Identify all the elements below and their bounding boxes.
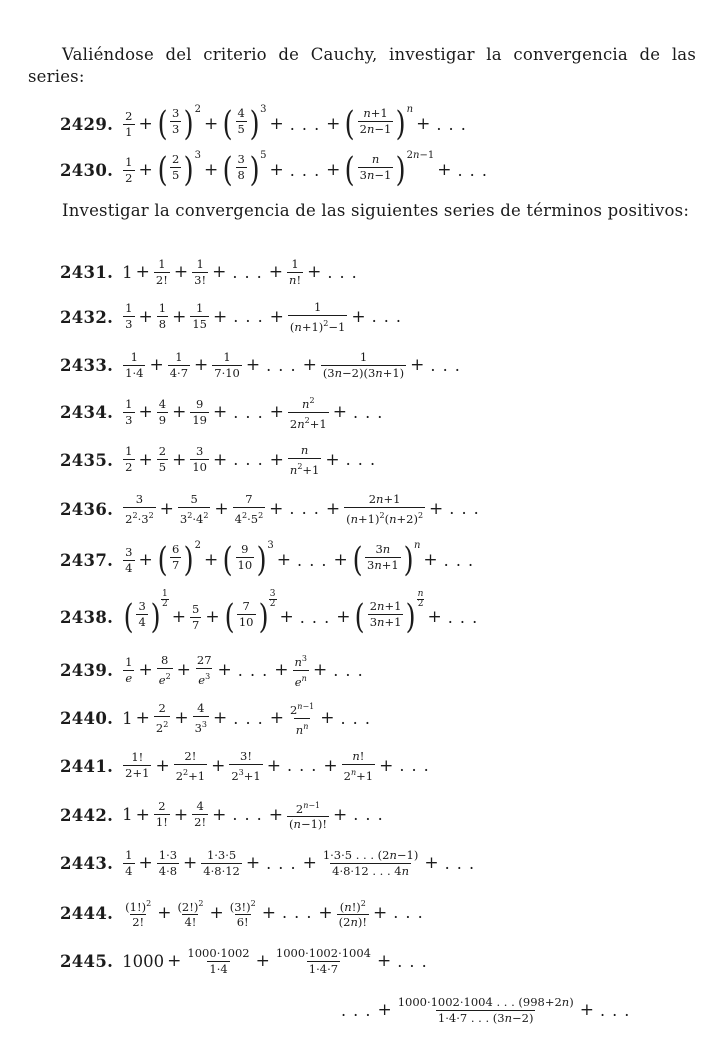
problem-number: 2441. [60, 756, 114, 776]
series-expression: $\frac{1}{2}$ + ( $\frac{2}{5}$ ) 3 + ( $\frac{3}{8}$ ) 5 + . . . + ( $\frac{n}{3n-1}$ ) 2n−1 + . . . [125, 150, 488, 190]
series-expression: $\frac{1}{3}$ + $\frac{4}{9}$ + $\frac{9}{19}$ + . . . + $\frac{n^2}{2n^2+1}$ + . . . [125, 395, 384, 431]
intro-paragraph-cauchy [28, 44, 696, 88]
intro-paragraph-positive-terms [28, 200, 696, 222]
problem-2437 [60, 540, 700, 580]
series-expression: $\frac{1}{1\cdot 4}$ + $\frac{1}{4\cdot 7}$ + $\frac{1}{7\cdot 10}$ + . . . + $\frac{1}{(3n-2)(3n+1)}$ + . . . [125, 349, 461, 380]
problem-number: 2435. [60, 450, 114, 470]
problem-2434 [60, 392, 700, 432]
problem-2432 [60, 297, 700, 337]
series-expression: ( $\frac{3}{4}$ ) 1 2 + $\frac{5}{7}$ + ( $\frac{7}{10}$ ) 3 2 + . . . + ( $\frac{2n+1}{3n+1}$ ) n 2 + . . . [123, 589, 479, 637]
problem-number: 2437. [60, 550, 114, 570]
problem-2441 [60, 746, 700, 786]
series-expression: $\frac{1}{4}$ + $\frac{1\cdot 3}{4\cdot 8}$ + $\frac{1\cdot 3\cdot 5}{4\cdot 8\cdot 12}$ + . . . + $\frac{1\cdot 3\cdot 5 . . . (2n-1)}{4\cdot 8\cdot 12 . . . 4n}$ + . . . [125, 847, 476, 878]
series-expression: $\frac{1}{2}$ + $\frac{2}{5}$ + $\frac{3}{10}$ + . . . + $\frac{n}{n^2+1}$ + . . . [125, 442, 377, 477]
problem-number: 2442. [60, 805, 114, 825]
problem-number: 2430. [60, 160, 114, 180]
series-expression: $\frac{1}{3}$ + $\frac{1}{8}$ + $\frac{1}{15}$ + . . . + $\frac{1}{(n+1)^2-1}$ + . . . [125, 299, 403, 334]
problem-2445 [60, 941, 700, 981]
problem-2433 [60, 345, 700, 385]
series-expression: 1 + $\frac{2}{1!}$ + $\frac{4}{2!}$ + . . . + $\frac{2^{n-1}}{(n-1)!}$ + . . . [122, 799, 384, 832]
problem-2440 [60, 698, 700, 738]
problem-2444 [60, 893, 700, 933]
problem-2439 [60, 650, 700, 690]
problem-number: 2429. [60, 114, 114, 134]
problem-number: 2434. [60, 402, 114, 422]
series-expression: $\frac{(1!)^2}{2!}$ + $\frac{(2!)^2}{4!}$ + $\frac{(3!)^2}{6!}$ + . . . + $\frac{(n!)^2}{(2n)!}$ + . . . [125, 898, 424, 930]
problem-number: 2440. [60, 708, 114, 728]
series-expression: $\frac{1!}{2+1}$ + $\frac{2!}{2^2+1}$ + $\frac{3!}{2^3+1}$ + . . . + $\frac{n!}{2^n+1}$ + . . . [125, 748, 430, 783]
problem-2429 [60, 104, 700, 144]
problem-number: 2443. [60, 853, 114, 873]
problem-2435 [60, 440, 700, 480]
problem-2443 [60, 843, 700, 883]
problem-number: 2445. [60, 951, 114, 971]
series-expression: $\frac{3}{2^2\cdot 3^2}$ + $\frac{5}{3^2\cdot 4^2}$ + $\frac{7}{4^2\cdot 5^2}$ + . . . + $\frac{2n+1}{(n+1)^2(n+2)^2}$ + . . . [125, 491, 480, 526]
problem-number: 2439. [60, 660, 114, 680]
series-expression: 1000 + $\frac{1000\cdot 1002}{1\cdot 4}$ + $\frac{1000\cdot 1002\cdot 1004}{1\cdot 4\cdot 7}$ + . . . [122, 945, 428, 976]
problem-2436 [60, 489, 700, 529]
problem-2438 [60, 589, 700, 637]
series-expression: $\frac{2}{1}$ + ( $\frac{3}{3}$ ) 2 + ( $\frac{4}{5}$ ) 3 + . . . + ( $\frac{n+1}{2n-1}$ ) n + . . . [125, 104, 467, 144]
problem-number: 2436. [60, 499, 114, 519]
intro-text-cauchy: Valiéndose del criterio de Cauchy, investigar la convergencia de las series: [28, 45, 696, 86]
problem-number: 2433. [60, 355, 114, 375]
series-expression: . . . + $\frac{1000\cdot 1002\cdot 1004 . . . (998+2n)}{1\cdot 4\cdot 7 . . . (3n-2)}$ + . . . [341, 994, 631, 1025]
intro-text-positive-terms: Investigar la convergencia de las siguientes series de términos positivos: [62, 201, 690, 220]
problem-number: 2432. [60, 307, 114, 327]
series-expression: 1 + $\frac{2}{2^2}$ + $\frac{4}{3^3}$ + . . . + $\frac{2^{n-1}}{n^n}$ + . . . [122, 700, 371, 737]
series-expression: 1 + $\frac{1}{2!}$ + $\frac{1}{3!}$ + . . . + $\frac{1}{n!}$ + . . . [122, 256, 358, 287]
problem-number: 2444. [60, 903, 114, 923]
problem-2430 [60, 150, 700, 190]
problem-2431 [60, 252, 700, 292]
series-expression: $\frac{1}{e}$ + $\frac{8}{e^2}$ + $\frac{27}{e^3}$ + . . . + $\frac{n^3}{e^n}$ + . . . [125, 652, 364, 689]
problem-2445-continuation [338, 990, 698, 1030]
problem-number: 2438. [60, 607, 114, 627]
problem-2442 [60, 795, 700, 835]
series-expression: $\frac{3}{4}$ + ( $\frac{6}{7}$ ) 2 + ( $\frac{9}{10}$ ) 3 + . . . + ( $\frac{3n}{3n+1}$ ) n + . . . [125, 540, 475, 580]
problem-number: 2431. [60, 262, 114, 282]
